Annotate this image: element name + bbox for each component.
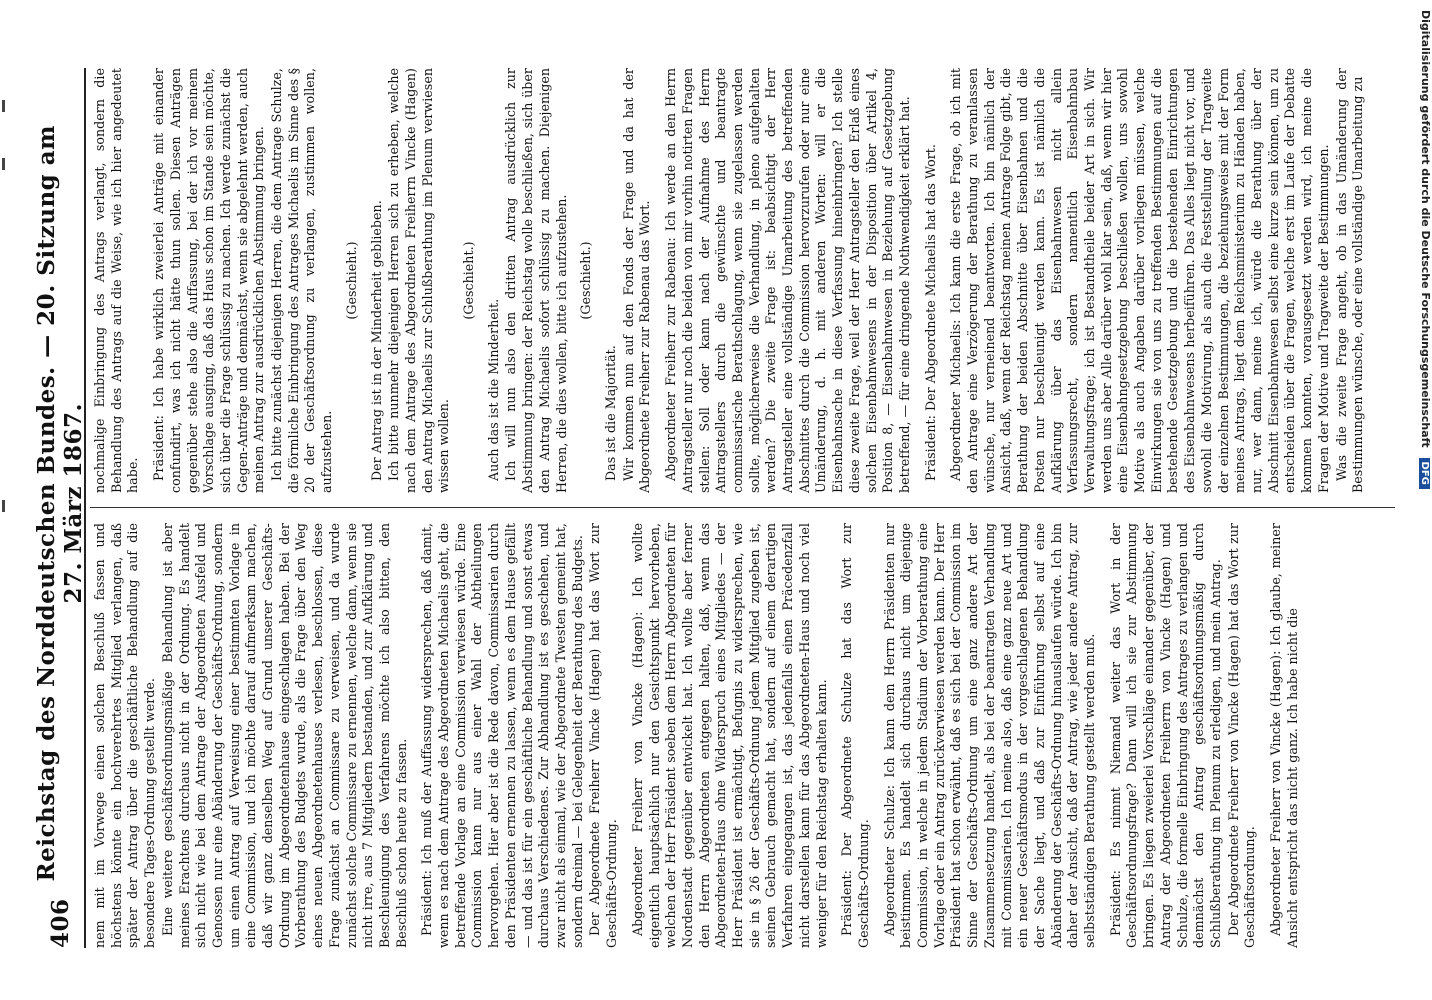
- paragraph: Das ist die Majorität.: [602, 345, 618, 481]
- paragraph: Ich will nun also den dritten Antrag ausdrücklich zur Abstimmung bringen: der Reichstag wolle beschließen, sich über den Antrag Michaelis sofort schlüssig zu machen. Diejenigen Herren, die dies wollen, bitte ich aufzustehen.: [503, 68, 569, 493]
- paragraph: Der Abgeordnete Freiherr Vincke (Hagen) hat das Wort zur Geschäfts-Ordnung.: [587, 523, 620, 948]
- paragraph: Abgeordneter Freiherr von Vincke (Hagen): Ich wollte eigentlich hauptsächlich nur den Gesichtspunkt hervorheben, welchen der Herr Präsident soeben dem Herrn Abgeordneten für Nordenstadt gegenüber entwickelt hat. Ich wollte aber ferner den Herrn Abgeordneten entgegen halten, daß, wenn das Abgeordneten-Haus ohne Widerspruch eines Mitgliedes — der Herr Präsident ist ermächtigt, Befugnis zu widersprechen, wie sie in § 26 der Geschäfts-Ordnung jedem Mitglied zugeben ist, seinen Gebrauch gemacht hat, sondern auf einem derartigen Verfahren eingegangen ist, das jedenfalls einen Präcedenzfall nicht darstellen kann für das Abgeordneten-Haus und noch viel weniger für den Reichstag erhalten kann.: [629, 523, 829, 948]
- paragraph: Auch das ist die Minderheit.: [485, 298, 501, 481]
- page-header: [33, 68, 87, 948]
- paragraph: Präsident: Der Abgeordnete Schulze hat das Wort zur Geschäfts-Ordnung.: [839, 523, 871, 948]
- paragraph: Ich bitte zunächst diejenigen Herren, die dem Antrage Schulze, die förmliche Einbringung des Antrages Michaelis im Sinne des § 20 der Geschäftsordnung zu verlangen, zustimmen wollen, aufzustehen.: [269, 68, 335, 493]
- paragraph: Eine weitere geschäftsordnungsmäßige Behandlung ist aber meines Erachtens durchaus nicht in der Ordnung. Es handelt sich nicht wie bei dem Antrage der Abgeordneten Ausfeld und Genossen nur eine Abänderung der Geschäfts-Ordnung, sondern um einen Antrag auf Verweisung einer bestimmten Vorlage in eine Commission, und ich möchte darauf aufmerksam machen, daß wir ganz denselben Weg auf Grund unserer Geschäfts-Ordnung im Abgeordnetenhause eingeschlagen haben. Bei der Vorberathung des Budgets wurde, als die Frage über den Weg eines neuen Abgeordnetenhauses verlesen, beschlossen, diese Frage zunächst an Commissare zu verweisen, und da wurde zunächst solche Commissare zu ernennen, welche dann, wenn sie nicht irre, aus 7 Mitgliedern bestanden, und zur Aufklärung und Beschleunigung des Verfahrens möchte ich also bitten, den Beschluß schon heute zu fassen.: [159, 523, 409, 948]
- dfg-logo: DFG: [1419, 458, 1430, 489]
- scan-mark: [2, 158, 5, 170]
- stage-direction: (Geschieht.): [343, 241, 359, 320]
- paragraph: Präsident: Es nimmt Niemand weiter das Wort in der Geschäftsordnungsfrage? Dann will ich sie zur Abstimmung bringen. Es liegen zweierlei Vorschläge einander gegenüber, der Antrag der Abgeordneten Freiherrn von Vincke (Hagen) und Schulze, die formelle Einbringung des Antrages zu verlangen und demnächst den Antrag geschäftsordnungsmäßig durch Schlußberathung im Plenum zu erledigen, und mein Antrag.: [1107, 523, 1223, 948]
- paragraph: Was die zweite Frage angeht, ob in das Umänderung der Bestimmungen wünsche, oder eine vollständige Umarbeitung zu: [1333, 68, 1366, 493]
- paragraph: Präsident: Ich habe wirklich zweierlei Anträge mit einander confundirt, was ich nicht hätte thun sollen. Diesen Anträgen gegenüber stehe also die Auffassung, bei der ich vor meinem Vorschlage ausging, daß das Haus schon im Stande sein möchte, sich über die Frage schlüssig zu machen. Ich werde zunächst die Gegen-Anträge und demnächst, wenn sie abgelehnt werden, auch meinen Antrag zur ausdrücklichen Abstimmung bringen.: [151, 68, 267, 493]
- paragraph: Abgeordneter Michaelis: Ich kann die erste Frage, ob ich mit den Antrage eine Verzögerung der Berathung zu veranlassen wünsche, nur verneinend beantworten. Ich bin nämlich der Ansicht, daß, wenn der Reichstag meinen Antrage Folge gibt, die Berathung der beiden Abschnitte über Eisenbahnen und die Posten nur beschleunigt werden kann. Es ist nämlich die Aufklärung über das Eisenbahnwesen nicht allein Verfassungsrecht, sondern namentlich Eisenbahnbau Verwaltungsfrage; ich ist Bestandtheile beider Art in sich. Wir werden uns aber Alle darüber wohl klar sein, daß, wenn wir hier eine Eisenbahngesetzgebung beschließen wollen, uns sowohl Motive als auch Angaben darüber vorliegen müssen, welche Einwirkungen sie von uns zu treffenden Bestimmungen auf die bestehende Gesetzgebung und die bestehenden Einrichtungen des Eisenbahnwesens herbeiführen. Das Alles liegt nicht vor, und sowohl die Motivirung, als auch die Feststellung der Tragweite der einzelnen Bestimmungen, die beziehungsweise mit der Form meines Antrags, liegt dem Reichsministerium zu Händen haben, nur, wer dann, meine ich, würde die Berathung über der Abschnitt Eisenbahnwesen selbst eine kurze sein können, um zu entscheiden über die Fragen, welche erst im Laufe der Debatte kommen konnten, vorausgesetzt werden wird, ich meine die Fragen der Motive und Tragweite der Bestimmungen.: [948, 68, 1331, 493]
- dfg-credit-text: Digitalisierung gefördert durch die Deutsche Forschungsgemeinschaft: [1419, 10, 1432, 448]
- paragraph: nochmalige Einbringung des Antrags verlangt, sondern die Behandlung des Antrags auf die Weise, wie ich hier angedeutet habe.: [92, 68, 141, 493]
- stage-direction: (Geschieht.): [578, 241, 594, 320]
- paragraph: Wir kommen nun auf den Fonds der Frage und da hat der Abgeordnete Freiherr zur Rabenau das Wort.: [620, 68, 653, 493]
- paragraph: Präsident: Ich muß der Auffassung widersprechen, daß damit, wenn es nach dem Antrage des Abgeordneten Michaelis geht, die betreffende Vorlage an eine Commission verwiesen würde. Eine Commission kann nur aus einer Wahl der Abtheilungen hervorgehen. Hier aber ist die Rede davon, Commissarien durch den Präsidenten ernennen zu lassen, wenn es dem Hause gefällt — und das ist für ein geschäftliche Behandlung und sonst etwas durchaus Verschiedenes. Zur Abhandlung ist es geschehen, und zwar nicht als einmal, wie der Abgeordnete Twesten gemeint hat, sondern dreimal — bei Gelegenheit der Berathung des Budgets.: [419, 523, 585, 948]
- page-number: 406: [46, 898, 74, 948]
- header-rule: [84, 68, 86, 948]
- paragraph: nem mit im Vorwege einen solchen Beschluß fassen und höchstens könnte ein hochverehrtes Mitglied verlangen, daß später der Antrag über die geschäftliche Behandlung auf die besondere Tages-Ordnung gestellt werde.: [92, 523, 158, 948]
- scan-mark: [2, 100, 5, 112]
- paragraph: Ich bitte nunmehr diejenigen Herren sich zu erheben, welche nach dem Antrage des Abgeordneten Freiherrn Vincke (Hagen) den Antrag Michaelis zur Schlußberathung im Plenum verwiesen wissen wollen.: [386, 68, 452, 493]
- paragraph: Abgeordneter Schulze: Ich kann dem Herrn Präsidenten nur beistimmen. Es handelt sich durchaus nicht um diejenige Commission, in welche in jedem Stadium der Vorberathung eine Vorlage oder ein Antrag zurückverwiesen werden kann. Der Herr Präsident hat schon erwähnt, daß es sich bei der Commission im Sinne der Geschäfts-Ordnung um eine ganz andere Art der Zusammensetzung handelt, als bei der beantragten Verhandlung mit Commissarien. Ich meine also, daß eine ganz neue Art und ein neuer Geschäftsmodus in der vorgeschlagenen Behandlung der Sache liegt, und daß zur Einführung selbst auf eine Abänderung der Geschäfts-Ordnung hinauslaufen würde. Ich bin daher der Ansicht, daß der Antrag, wie jeder andere Antrag, zur selbstständigen Berathung gestellt werden muß.: [881, 523, 1098, 948]
- scan-mark: [2, 500, 5, 512]
- dfg-credit: [1419, 10, 1432, 489]
- paragraph: Der Antrag ist in der Minderheit geblieben.: [368, 200, 384, 481]
- paragraph: Abgeordneter Freiherr von Vincke (Hagen): Ich glaube, meiner Ansicht entspricht das nicht ganz. Ich habe nicht die: [1268, 523, 1300, 948]
- paragraph: Präsident: Der Abgeordnete Michaelis hat das Wort.: [922, 144, 938, 481]
- column-divider: [90, 507, 1395, 508]
- stage-direction: (Geschieht.): [461, 241, 477, 320]
- page-title: Reichstag des Norddeutschen Bundes. — 20. Sitzung am 27. März 1867.: [33, 124, 87, 882]
- left-column: [92, 523, 1392, 948]
- right-column: [92, 68, 1392, 493]
- paragraph: Der Abgeordnete Freiherr von Vincke (Hagen) hat das Wort zur Geschäftsordnung.: [1225, 523, 1258, 948]
- paragraph: Abgeordneter Freiherr zur Rabenau: Ich werde an den Herrn Antragsteller nur noch die beiden von mir vorhin notirten Fragen stellen: Soll oder kann nach der Aufnahme des Herrn Antragstellers durch die gewünschte und beantragte commissarische Berathschlagung, wenn sie zugelassen werden sollte, möglicherweise die Verhandlung, in pleno aufgehalten werden? Die zweite Frage ist: beabsichtigt der Herr Antragsteller eine vollständige Umarbeitung des betreffenden Abschnittes durch die Commission hervorzurufen oder nur eine Umänderung, d. h. mit anderen Worten: will er die Eisenbahnsache in diese Verfassung hineinbringen? Ich stelle diese zweite Frage, weil der Herr Antragsteller den Erlaß eines solchen Eisenbahnwesens in der Disposition über Artikel 4, Position 8, — Eisenbahnwesen in Beziehung auf Gesetzgebung betreffend, — für eine dringende Nothwendigkeit erklärt hat.: [663, 68, 912, 493]
